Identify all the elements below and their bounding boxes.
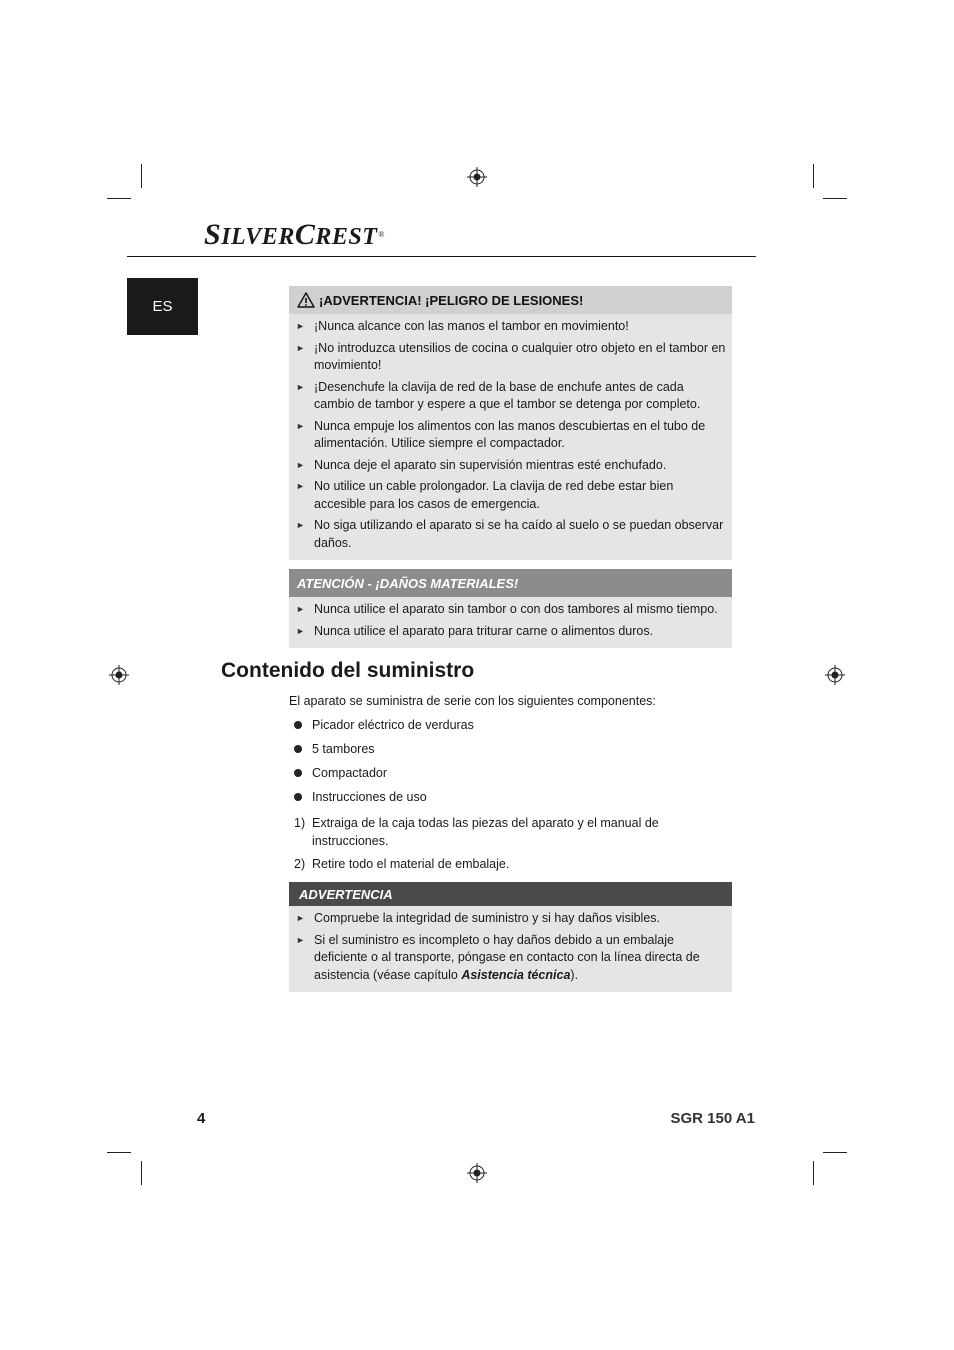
arrow-bullet-icon: ►	[296, 481, 305, 491]
list-item: ► Compruebe la integridad de suministro y si hay daños visibles.	[289, 910, 726, 928]
crop-mark	[823, 1152, 847, 1153]
crop-mark	[813, 164, 814, 188]
advertencia-box	[289, 882, 732, 992]
warning-box-title: ¡ADVERTENCIA! ¡PELIGRO DE LESIONES!	[319, 292, 584, 308]
intro-text: El aparato se suministra de serie con los siguientes componentes:	[289, 694, 656, 708]
components-list	[289, 716, 729, 812]
list-item: Picador eléctrico de verduras	[289, 716, 729, 740]
list-item: 5 tambores	[289, 740, 729, 764]
crop-mark	[107, 198, 131, 199]
advertencia-list	[289, 906, 732, 992]
list-item: ► Nunca utilice el aparato para triturar carne o alimentos duros.	[289, 623, 726, 641]
section-title: Contenido del suministro	[221, 659, 475, 682]
list-item: ► ¡No introduzca utensilios de cocina o cualquier otro objeto en el tambor en movimiento!	[296, 340, 726, 372]
dot-bullet-icon	[294, 793, 302, 801]
step-item: 1) Extraiga de la caja todas las piezas del aparato y el manual de instrucciones.	[294, 816, 659, 848]
crop-mark	[813, 1161, 814, 1185]
arrow-bullet-icon: ►	[296, 342, 305, 353]
crop-mark	[141, 1161, 142, 1185]
advertencia-box-header: ADVERTENCIA	[289, 882, 732, 906]
list-item: ► No siga utilizando el aparato si se ha caído al suelo o se puedan observar daños.	[296, 518, 724, 550]
list-item: Instrucciones de uso	[289, 788, 729, 812]
warning-list	[289, 314, 732, 560]
dot-bullet-icon	[294, 769, 302, 777]
dot-bullet-icon	[294, 745, 302, 753]
header-rule	[127, 256, 756, 257]
arrow-bullet-icon: ►	[296, 321, 305, 331]
caution-list	[289, 597, 732, 648]
crop-mark	[107, 1152, 131, 1153]
arrow-bullet-icon: ►	[296, 420, 305, 431]
warning-box	[289, 286, 732, 560]
list-item: ► Nunca empuje los alimentos con las manos descubiertas en el tubo de alimentación. Utilice siempre el compactador.	[296, 418, 706, 450]
dot-bullet-icon	[294, 721, 302, 729]
registration-mark-icon	[467, 167, 487, 187]
arrow-bullet-icon: ►	[296, 604, 305, 614]
arrow-bullet-icon: ►	[296, 934, 305, 945]
list-item: ► ¡Nunca alcance con las manos el tambor en movimiento!	[289, 318, 726, 336]
arrow-bullet-icon: ►	[296, 520, 305, 530]
arrow-bullet-icon: ►	[296, 913, 305, 923]
step-item: 2) Retire todo el material de embalaje.	[294, 857, 510, 871]
page-number: 4	[197, 1110, 206, 1127]
list-item: ► Si el suministro es incompleto o hay daños debido a un embalaje deficiente o al transporte, póngase en contacto con la línea directa de asistencia (véase capítulo Asistencia técnica).	[296, 932, 700, 982]
language-tab: ES	[127, 278, 198, 335]
list-item: ► Nunca utilice el aparato sin tambor o con dos tambores al mismo tiempo.	[289, 601, 726, 619]
registration-mark-icon	[825, 665, 845, 685]
steps-list	[289, 815, 725, 880]
list-item: ► Nunca deje el aparato sin supervisión mientras esté enchufado.	[289, 457, 726, 475]
arrow-bullet-icon: ►	[296, 381, 305, 392]
caution-box	[289, 569, 732, 648]
list-item: ► No utilice un cable prolongador. La clavija de red debe estar bien accesible para los casos de emergencia.	[296, 479, 674, 511]
arrow-bullet-icon: ►	[296, 625, 305, 636]
model-number: SGR 150 A1	[670, 1110, 755, 1127]
crop-mark	[141, 164, 142, 188]
arrow-bullet-icon: ►	[296, 459, 305, 470]
chapter-reference: Asistencia técnica	[461, 967, 571, 982]
warning-box-header	[289, 286, 732, 314]
list-item: Compactador	[289, 764, 729, 788]
registration-mark-icon	[467, 1163, 487, 1183]
warning-triangle-icon	[297, 292, 315, 308]
caution-box-header: ATENCIÓN - ¡DAÑOS MATERIALES!	[289, 569, 732, 597]
brand-logo: SILVERCREST®	[204, 218, 385, 251]
crop-mark	[823, 198, 847, 199]
registration-mark-icon	[109, 665, 129, 685]
list-item: ► ¡Desenchufe la clavija de red de la base de enchufe antes de cada cambio de tambor y espere a que el tambor se detenga por completo.	[296, 379, 701, 411]
